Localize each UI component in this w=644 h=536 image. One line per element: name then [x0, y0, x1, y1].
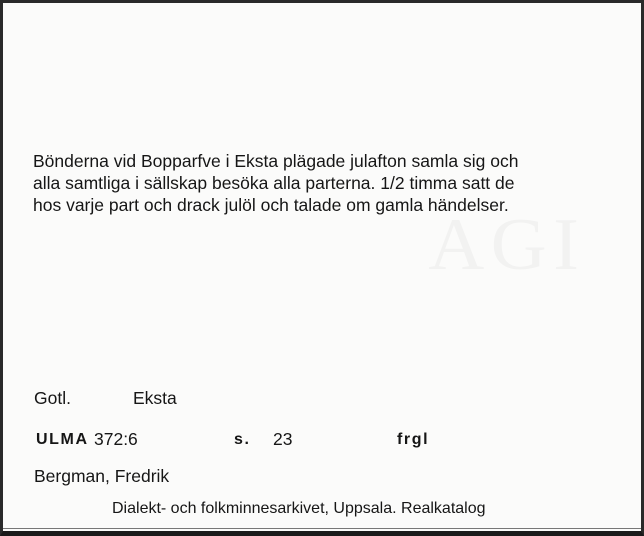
page-number: 23	[273, 429, 293, 449]
collector-name: Bergman, Fredrik	[34, 466, 170, 486]
archive-footer: Dialekt- och folkminnesarkivet, Uppsala. Realkatalog	[112, 500, 486, 517]
page-prefix: s.	[234, 431, 251, 448]
archive-number: 372:6	[94, 429, 138, 449]
parish-label: Eksta	[133, 388, 177, 408]
card-body-text: Bönderna vid Bopparfve i Eksta plägade julafton samla sig och alla samtliga i sällskap besöka alla parterna. 1/2 timma satt de hos varje part och drack julöl och talade om gamla händelser.	[33, 151, 519, 215]
archive-code: ULMA	[36, 431, 89, 448]
category-code: frgl	[397, 431, 430, 448]
bottom-rule	[3, 528, 641, 529]
province-label: Gotl.	[34, 388, 71, 408]
